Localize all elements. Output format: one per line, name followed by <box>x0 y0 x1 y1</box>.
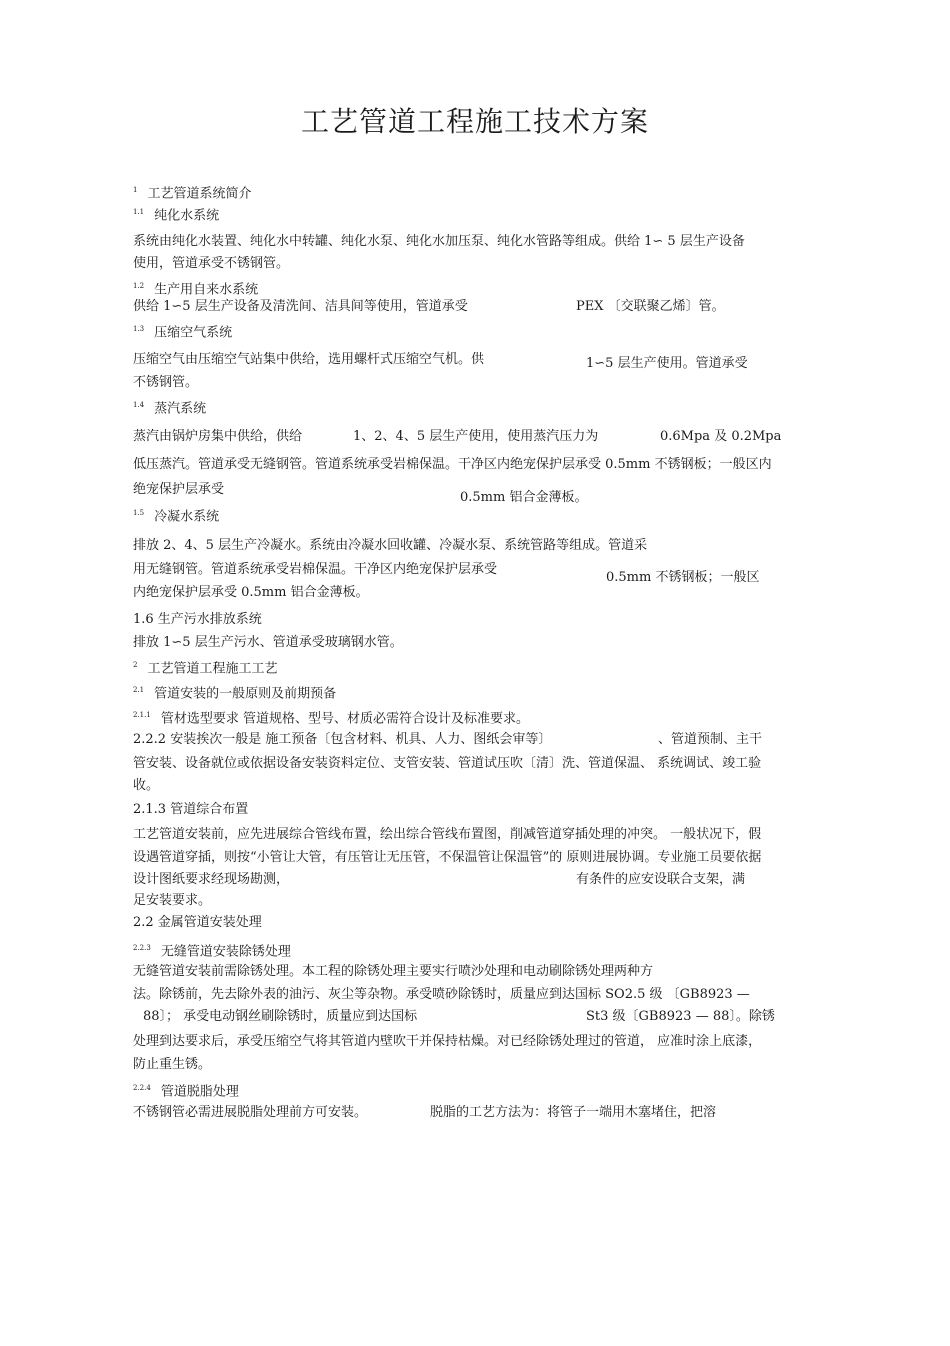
heading-text: 管道脱脂处理 <box>160 1084 239 1100</box>
heading-1-3 <box>133 320 232 342</box>
paragraph-line: 低压蒸汽。管道承受无缝钢管。管道系统承受岩棉保温。干净区内绝宠保护层承受 0.5mm 不锈钢板；一般区内 <box>133 457 772 472</box>
paragraph-line: 有条件的应安设联合支架，满 <box>576 872 746 887</box>
heading-2-2-3 <box>133 939 291 961</box>
paragraph-line: 脱脂的工艺方法为：将管子一端用木塞堵住，把溶 <box>430 1105 717 1120</box>
paragraph-line: 法。除锈前，先去除外表的油污、灰尘等杂物。承受喷砂除锈时，质量应到达国标 SO2.5 级 〔GB8923 — <box>133 987 750 1002</box>
heading-number: 1.1 <box>133 208 145 216</box>
paragraph-line: 2.2.2 安装挨次一般是 施工预备〔包含材料、机具、人力、图纸会审等〕 <box>133 732 552 747</box>
paragraph-line: 不锈钢管必需进展脱脂处理前方可安装。 <box>133 1105 368 1120</box>
paragraph-line: 无缝管道安装前需除锈处理。本工程的除锈处理主要实行喷沙处理和电动刷除锈处理两种方 <box>133 964 654 979</box>
paragraph-line: 压缩空气由压缩空气站集中供给，选用螺杆式压缩空气机。供 <box>133 352 485 367</box>
heading-2-1-3: 2.1.3 管道综合布置 <box>133 802 249 817</box>
paragraph-line: 内绝宠保护层承受 0.5mm 铝合金薄板。 <box>133 585 369 600</box>
heading-number: 2.1 <box>133 686 145 694</box>
heading-text: 工艺管道系统简介 <box>147 186 252 202</box>
heading-number: 1.4 <box>133 401 145 409</box>
paragraph-line: 设遇管道穿插，则按“小管让大管，有压管让无压管，不保温管让保温管”的 原则进展协调。专业施工员要依据 <box>133 850 762 865</box>
heading-text: 管材选型要求 管道规格、型号、材质必需符合设计及标准要求。 <box>160 711 529 727</box>
heading-2-1-1 <box>133 706 529 728</box>
heading-number: 1.2 <box>133 282 145 290</box>
heading-text: 冷凝水系统 <box>154 509 220 525</box>
heading-1-6: 1.6 生产污水排放系统 <box>133 612 262 627</box>
paragraph-line: 0.5mm 铝合金薄板。 <box>460 490 588 505</box>
heading-text: 纯化水系统 <box>154 208 220 224</box>
paragraph-line: St3 级〔GB8923 — 88〕。除锈 <box>586 1009 775 1024</box>
document-title: 工艺管道工程施工技术方案 <box>300 105 649 138</box>
paragraph-line: 使用，管道承受不锈钢管。 <box>133 256 290 271</box>
heading-1-5 <box>133 504 219 526</box>
heading-text: 压缩空气系统 <box>154 325 233 341</box>
paragraph-line: 排放 1∽5 层生产污水、管道承受玻璃钢水管。 <box>133 635 403 650</box>
heading-number: 2.2.4 <box>133 1084 151 1092</box>
heading-1-1 <box>133 203 219 225</box>
heading-text: 管道安装的一般原则及前期预备 <box>154 686 337 702</box>
paragraph-line: 管安装、设备就位或依据设备安装资料定位、支管安装、管道试压吹〔清〕洗、管道保温、 系统调试、竣工验 <box>133 756 762 771</box>
heading-number: 1.3 <box>133 325 145 333</box>
heading-2-2: 2.2 金属管道安装处理 <box>133 915 262 930</box>
paragraph-line: 工艺管道安装前，应先进展综合管线布置，绘出综合管线布置图，削减管道穿插处理的冲突。 一般状况下，假 <box>133 827 762 842</box>
heading-text: 工艺管道工程施工工艺 <box>147 661 278 677</box>
paragraph-line: 88〕； 承受电动钢丝刷除锈时，质量应到达国标 <box>143 1009 418 1024</box>
paragraph-line: 0.5mm 不锈钢板；一般区 <box>606 570 760 585</box>
heading-text: 生产用自来水系统 <box>154 282 259 298</box>
paragraph-line: 1∽5 层生产使用。管道承受 <box>586 356 748 371</box>
heading-text: 无缝管道安装除锈处理 <box>160 944 291 960</box>
heading-number: 1.5 <box>133 509 145 517</box>
paragraph-line: 设计图纸要求经现场勘测， <box>133 872 290 887</box>
paragraph-line: 、管道预制、主干 <box>658 732 763 747</box>
paragraph-line: 不锈钢管。 <box>133 375 199 390</box>
paragraph-line: 1、2、4、5 层生产使用，使用蒸汽压力为 <box>353 429 599 444</box>
heading-1-2 <box>133 277 258 299</box>
heading-1 <box>133 181 251 203</box>
paragraph-line: 收。 <box>133 778 160 793</box>
paragraph-line: 供给 1∽5 层生产设备及清洗间、洁具间等使用，管道承受 <box>133 299 468 314</box>
heading-number: 2.1.1 <box>133 711 151 719</box>
paragraph-line: 防止重生锈。 <box>133 1057 212 1072</box>
heading-number: 2.2.3 <box>133 944 151 952</box>
paragraph-line: 足安装要求。 <box>133 893 212 908</box>
heading-2 <box>133 656 277 678</box>
heading-number: 2 <box>133 661 138 669</box>
heading-1-4 <box>133 396 206 418</box>
paragraph-line: 处理到达要求后，承受压缩空气将其管道内壁吹干并保持枯燥。对已经除锈处理过的管道， 应准时涂上底漆， <box>133 1034 762 1049</box>
paragraph-line: 蒸汽由锅炉房集中供给，供给 <box>133 429 303 444</box>
paragraph-line: 绝宠保护层承受 <box>133 482 225 497</box>
heading-2-2-4 <box>133 1079 239 1101</box>
paragraph-line: 0.6Mpa 及 0.2Mpa <box>660 429 782 444</box>
heading-number: 1 <box>133 186 138 194</box>
paragraph-line: 排放 2、4、5 层生产冷凝水。系统由冷凝水回收罐、冷凝水泵、系统管路等组成。管道采 <box>133 538 648 553</box>
heading-text: 蒸汽系统 <box>154 401 207 417</box>
paragraph-line: PEX 〔交联聚乙烯〕管。 <box>576 299 725 314</box>
paragraph-line: 用无缝钢管。管道系统承受岩棉保温。干净区内绝宠保护层承受 <box>133 562 498 577</box>
heading-2-1 <box>133 681 336 703</box>
paragraph-line: 系统由纯化水装置、纯化水中转罐、纯化水泵、纯化水加压泵、纯化水管路等组成。供给 1∽ 5 层生产设备 <box>133 234 745 249</box>
